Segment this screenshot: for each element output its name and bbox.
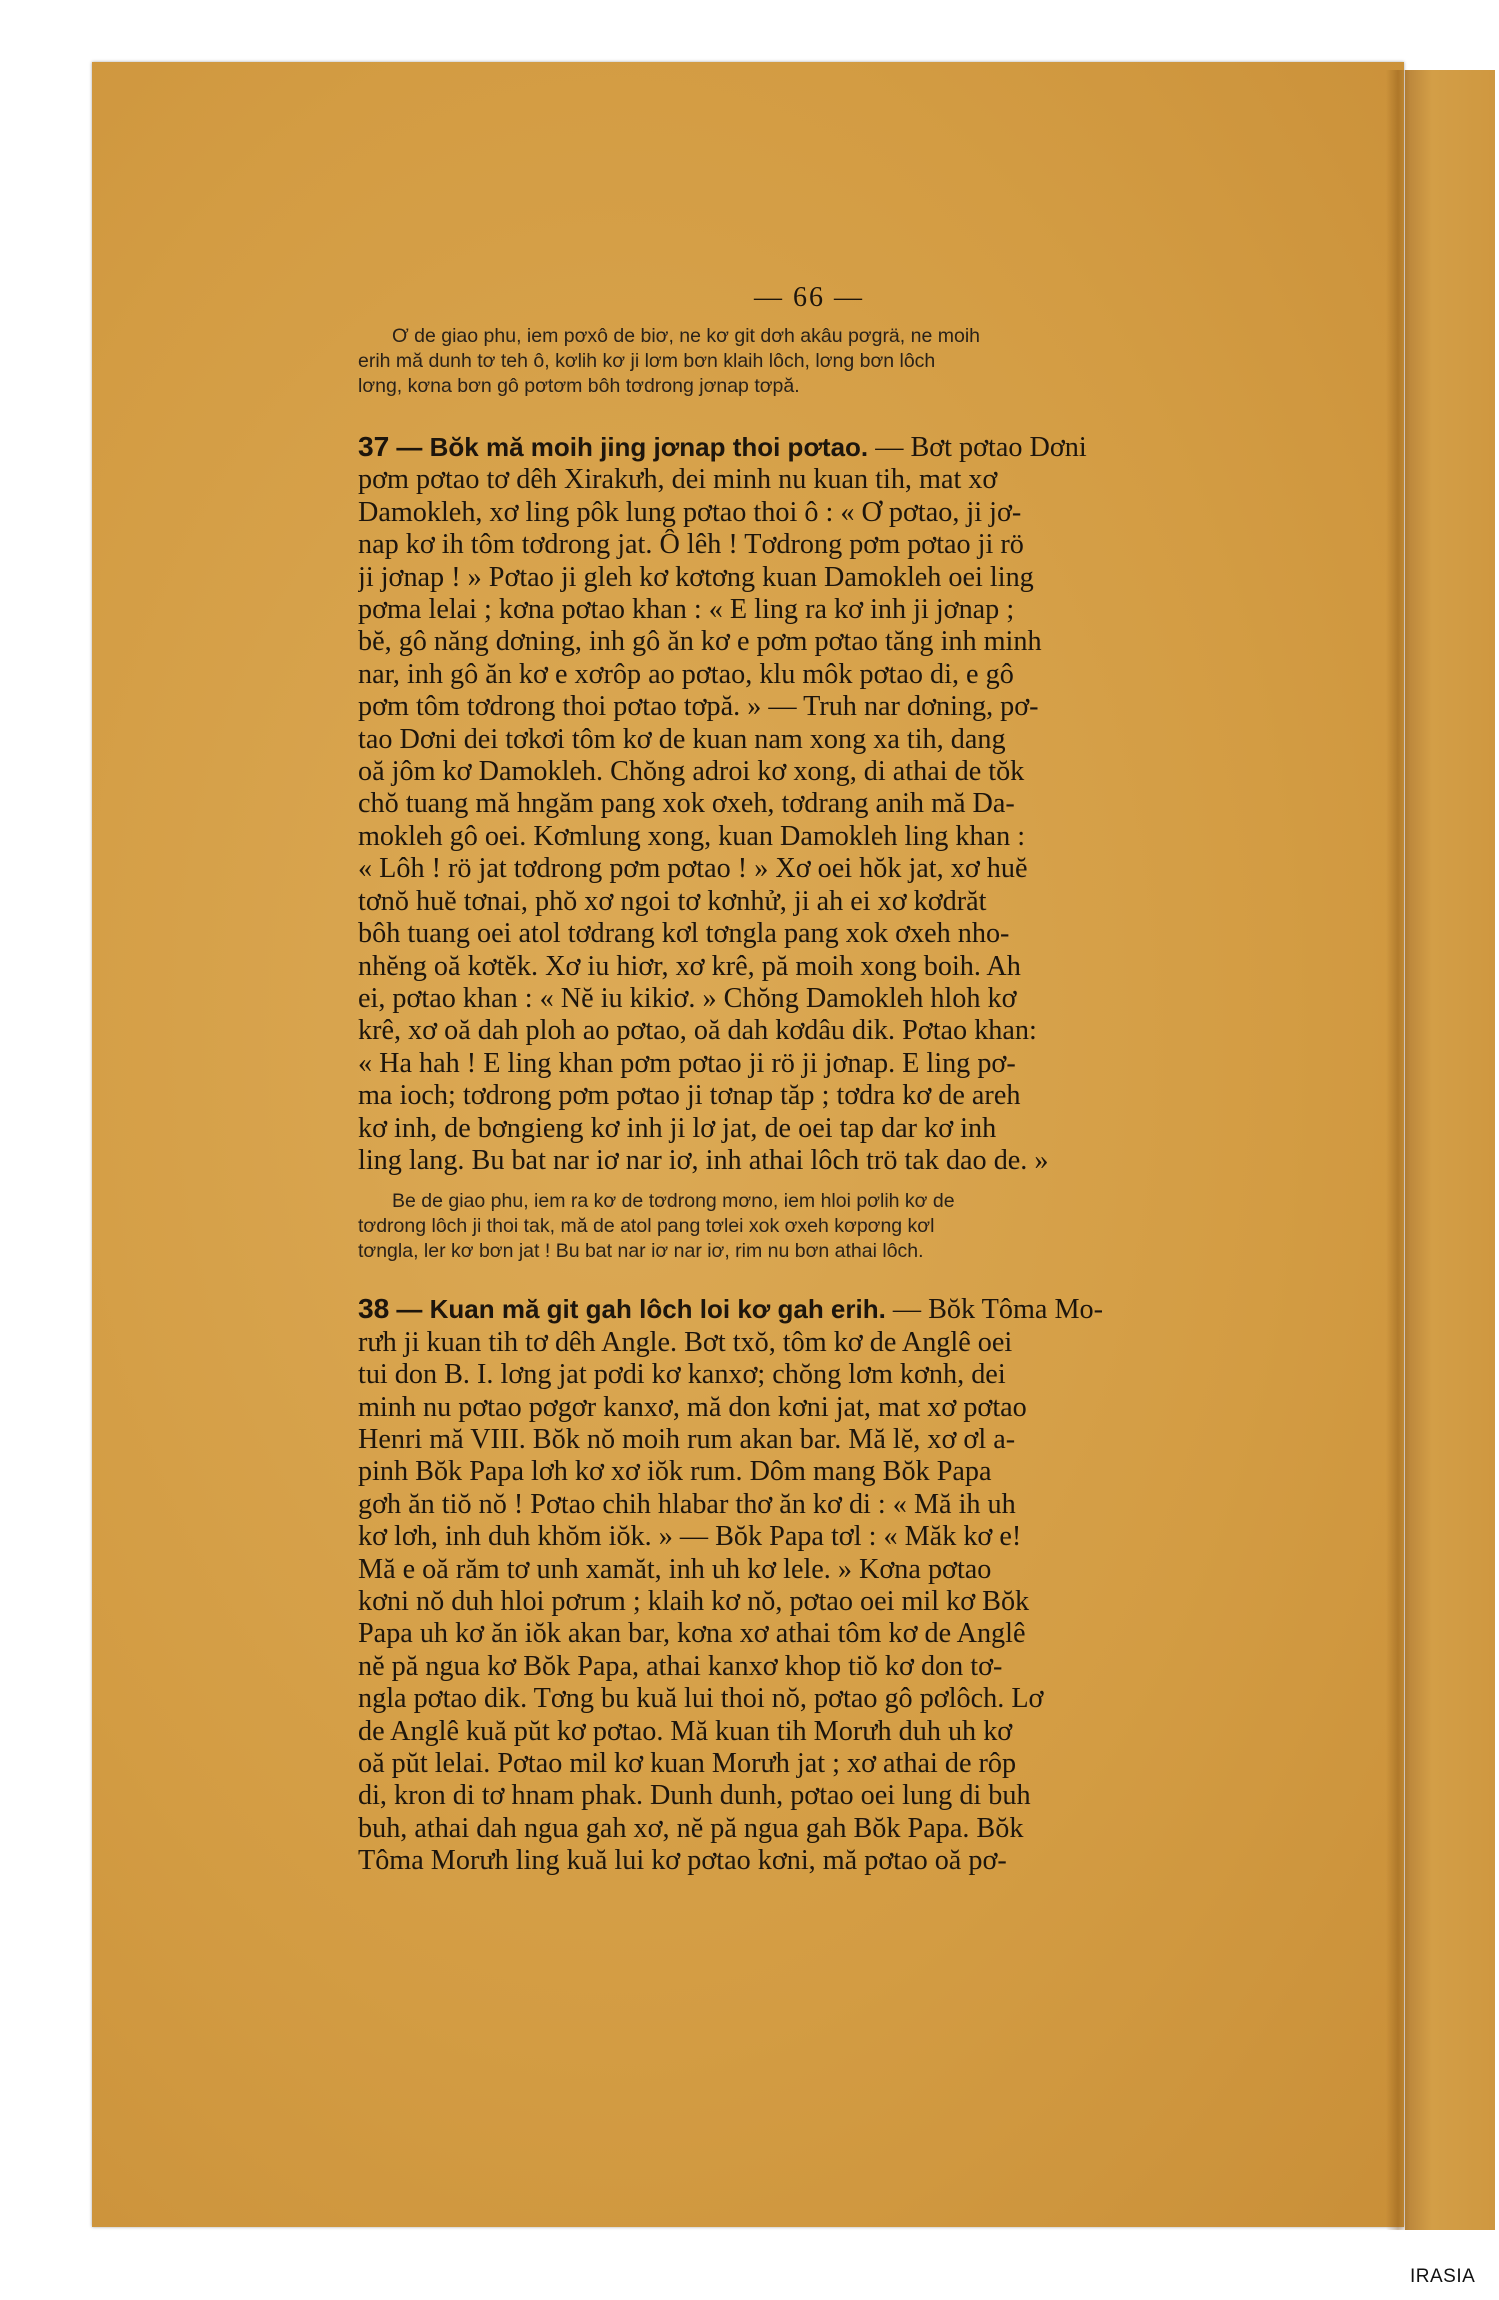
section-38-line: Papa uh kơ ăn iŏk akan bar, kơna xơ athai tôm kơ de Anglê xyxy=(358,1618,1026,1650)
section-37-line: bĕ, gô năng dơning, inh gô ăn kơ e pơm pơtao tăng inh minh xyxy=(358,626,1042,658)
section-38-line: — Bŏk Tôma Mo- xyxy=(892,1294,1103,1326)
note-line: tơdrong lôch ji thoi tak, mă de atol pang tơlei xok ơxeh kơpơng kơl xyxy=(358,1215,935,1238)
page-fold-shadow xyxy=(1386,70,1410,2230)
section-37-line: ei, pơtao khan : « Nĕ iu kikiơ. » Chŏng Damokleh hloh kơ xyxy=(358,982,1017,1014)
section-38-line: minh nu pơtao pơgơr kanxơ, mă don kơni jat, mat xơ pơtao xyxy=(358,1391,1027,1423)
section-37-heading: — Bŏk mă moih jing jơnap thoi pơtao. xyxy=(396,432,869,462)
section-37-line: bôh tuang oei atol tơdrang kơl tơngla pang xok ơxeh nho- xyxy=(358,918,1010,950)
note-top xyxy=(358,324,1260,399)
section-37-number: 37 xyxy=(358,430,390,462)
section-38-number: 38 xyxy=(358,1292,390,1325)
section-37-line: oă jôm kơ Damokleh. Chŏng adroi kơ xong, di athai de tŏk xyxy=(358,756,1025,788)
section-38-line: ngla pơtao dik. Tơng bu kuă lui thoi nŏ, pơtao gô pơlôch. Lơ xyxy=(358,1683,1044,1715)
section-38-line: Henri mă VIII. Bŏk nŏ moih rum akan bar. Mă lĕ, xơ ơl a- xyxy=(358,1423,1016,1455)
note-line: erih mă dunh tơ teh ô, kơlih kơ ji lơm bơn klaih lôch, lơng bơn lôch xyxy=(358,350,936,372)
section-37-line: pơm pơtao tơ dêh Xirakưh, dei minh nu kuan tih, mat xơ xyxy=(358,464,998,496)
section-37-line: tơnŏ huĕ tơnai, phŏ xơ ngoi tơ kơnhử, ji ah ei xơ kơdrăt xyxy=(358,885,987,917)
note-line: Be de giao phu, iem ra kơ de tơdrong mơno, iem hloi pơlih kơ de xyxy=(392,1190,955,1213)
section-37-line: pơm tôm tơdrong thoi pơtao tơpă. » — Truh nar dơning, pơ- xyxy=(358,691,1039,723)
section-37 xyxy=(358,430,1260,1177)
section-37-line: tao Dơni dei tơkơi tôm kơ de kuan nam xong xa tih, dang xyxy=(358,723,1006,755)
section-37-line: nap kơ ih tôm tơdrong jat. Ô lêh ! Tơdrong pơm pơtao ji rö xyxy=(358,529,1024,561)
section-38-line: pinh Bŏk Papa lơh kơ xơ iŏk rum. Dôm mang Bŏk Papa xyxy=(358,1456,992,1488)
section-37-line: pơma lelai ; kơna pơtao khan : « E ling ra kơ inh ji jơnap ; xyxy=(358,594,1015,626)
section-38-line: nĕ pă ngua kơ Bŏk Papa, athai kanxơ khop tiŏ kơ don tơ- xyxy=(358,1650,1003,1682)
section-38-line: kơ lơh, inh duh khŏm iŏk. » — Bŏk Papa tơl : « Măk kơ e! xyxy=(358,1521,1022,1553)
section-37-line: nar, inh gô ăn kơ e xơrôp ao pơtao, klu môk pơtao di, e gô xyxy=(358,658,1014,690)
section-38-line: rưh ji kuan tih tơ dêh Angle. Bơt txŏ, tôm kơ de Anglê oei xyxy=(358,1326,1013,1358)
section-37-line: nhĕng oă kơtĕk. Xơ iu hiơr, xơ krê, pă moih xong boih. Ah xyxy=(358,950,1021,982)
section-37-line: krê, xơ oă dah ploh ao pơtao, oă dah kơdâu dik. Pơtao khan: xyxy=(358,1015,1037,1047)
section-38-first-line xyxy=(358,1292,1260,1326)
section-38-line: Mă e oă răm tơ unh xamăt, inh uh kơ lele. » Kơna pơtao xyxy=(358,1553,992,1585)
section-38-line: tui don B. I. lơng jat pơdi kơ kanxơ; chŏng lơm kơnh, dei xyxy=(358,1359,1006,1391)
section-37-line: ling lang. Bu bat nar iơ nar iơ, inh athai lôch trö tak dao de. » xyxy=(358,1144,1049,1176)
section-38-line: di, kron di tơ hnam phak. Dunh dunh, pơtao oei lung di buh xyxy=(358,1780,1031,1812)
section-38-line: de Anglê kuă pŭt kơ pơtao. Mă kuan tih Morưh duh uh kơ xyxy=(358,1715,1013,1747)
section-37-line: — Bơt pơtao Dơni xyxy=(875,432,1087,463)
section-37-line: mokleh gô oei. Kơmlung xong, kuan Damokleh ling khan : xyxy=(358,820,1026,852)
section-38-line: buh, athai dah ngua gah xơ, nĕ pă ngua gah Bŏk Papa. Bŏk xyxy=(358,1812,1024,1844)
section-38-heading: — Kuan mă git gah lôch loi kơ gah erih. xyxy=(396,1294,886,1325)
section-37-line: ma ioch; tơdrong pơm pơtao ji tơnap tăp ; tơdra kơ de areh xyxy=(358,1080,1021,1112)
section-37-line: kơ inh, de bơngieng kơ inh ji lơ jat, de oei tap dar kơ inh xyxy=(358,1112,997,1144)
section-38-line: kơni nŏ duh hloi pơrum ; klaih kơ nŏ, pơtao oei mil kơ Bŏk xyxy=(358,1586,1030,1617)
section-37-line: « Ha hah ! E ling khan pơm pơtao ji rö ji jơnap. E ling pơ- xyxy=(358,1047,1016,1079)
page-number: — 66 — xyxy=(754,282,864,313)
section-37-line: « Lôh ! rö jat tơdrong pơm pơtao ! » Xơ oei hŏk jat, xơ huĕ xyxy=(358,853,1028,885)
book-spine xyxy=(1405,70,1495,2230)
section-38-line: oă pŭt lelai. Pơtao mil kơ kuan Morưh jat ; xơ athai de rôp xyxy=(358,1748,1017,1780)
section-37-line: Damokleh, xơ ling pôk lung pơtao thoi ô : « Ơ pơtao, ji jơ- xyxy=(358,496,1022,528)
note-line: tơngla, ler kơ bơn jat ! Bu bat nar iơ nar iơ, rim nu bơn athai lôch. xyxy=(358,1240,924,1263)
section-37-first-line xyxy=(358,430,1260,464)
section-38 xyxy=(358,1292,1260,1877)
section-38-line: gơh ăn tiŏ nŏ ! Pơtao chih hlabar thơ ăn kơ di : « Mă ih uh xyxy=(358,1488,1016,1520)
note-line: lơng, kơna bơn gô pơtơm bôh tơdrong jơnap tơpă. xyxy=(358,375,800,397)
section-37-line: ji jơnap ! » Pơtao ji gleh kơ kơtơng kuan Damokleh oei ling xyxy=(358,561,1034,593)
page-text xyxy=(358,282,1260,1878)
section-37-line: chŏ tuang mă hngăm pang xok ơxeh, tơdrang anih mă Da- xyxy=(358,788,1015,820)
note-line: Ơ de giao phu, iem pơxô de biơ, ne kơ git dơh akâu pơgrä, ne moih xyxy=(392,325,980,347)
source-watermark: IRASIA xyxy=(1410,2266,1476,2287)
section-38-line: Tôma Morưh ling kuă lui kơ pơtao kơni, mă pơtao oă pơ- xyxy=(358,1845,1007,1877)
note-37 xyxy=(358,1189,1260,1264)
